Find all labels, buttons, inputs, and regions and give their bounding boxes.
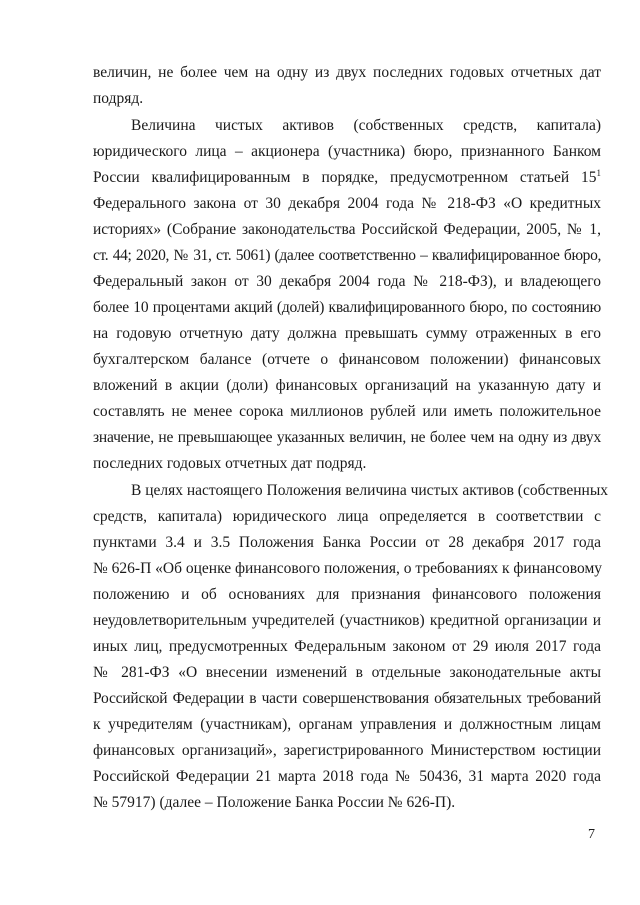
text-line: вложений в акции (доли) финансовых организаций на указанную дату и: [93, 377, 601, 394]
text-line: № 281-ФЗ «О внесении изменений в отдельные законодательные акты: [93, 664, 601, 681]
text-line: Российской Федерации в части совершенствования обязательных требований: [93, 690, 601, 707]
text-line: № 626-П «Об оценке финансового положения, о требованиях к финансовому: [93, 560, 603, 577]
article-superscript: 1: [596, 168, 601, 178]
text-line: № 57917) (далее – Положение Банка России № 626-П).: [93, 794, 456, 811]
text-line: подряд.: [93, 90, 144, 107]
text-line: финансовых организаций», зарегистрированного Министерством юстиции: [93, 742, 601, 759]
text-span: России квалифицированным в порядке, предусмотренном статьей 15: [93, 169, 597, 186]
text-line: ст. 44; 2020, № 31, ст. 5061) (далее соответственно – квалифицированное бюро,: [93, 247, 601, 264]
text-line: более 10 процентами акций (долей) квалифицированного бюро, по состоянию: [93, 299, 601, 316]
text-line: составлять не менее сорока миллионов рублей или иметь положительное: [93, 403, 601, 420]
text-line: Российской Федерации 21 марта 2018 года № 50436, 31 марта 2020 года: [93, 768, 601, 785]
text-line: средств, капитала) юридического лица определяется в соответствии с: [93, 508, 601, 525]
text-line: на годовую отчетную дату должна превышать сумму отраженных в его: [93, 325, 601, 342]
text-line: юридического лица – акционера (участника) бюро, признанного Банком: [93, 143, 601, 160]
text-line: Федерального закона от 30 декабря 2004 года № 218-ФЗ «О кредитных: [93, 195, 601, 212]
text-line: к учредителям (участникам), органам управления и должностным лицам: [93, 716, 601, 733]
page-number: 7: [588, 827, 595, 842]
text-line: бухгалтерском балансе (отчете о финансовом положении) финансовых: [93, 351, 601, 368]
text-line: положению и об основаниях для признания финансового положения: [93, 586, 601, 603]
text-line: историях» (Собрание законодательства Российской Федерации, 2005, № 1,: [93, 221, 601, 238]
text-line: значение, не превышающее указанных величин, не более чем на одну из двух: [93, 429, 601, 446]
text-line: неудовлетворительным учредителей (участников) кредитной организации и: [93, 612, 601, 629]
text-line: величин, не более чем на одну из двух последних годовых отчетных дат: [93, 64, 601, 81]
text-line: иных лиц, предусмотренных Федеральным законом от 29 июля 2017 года: [93, 638, 601, 655]
text-line: последних годовых отчетных дат подряд.: [93, 455, 367, 472]
text-line: [93, 165, 601, 191]
paragraph-first-line: Величина чистых активов (собственных средств, капитала): [131, 117, 601, 134]
text-line: пунктами 3.4 и 3.5 Положения Банка России от 28 декабря 2017 года: [93, 534, 601, 551]
paragraph-first-line: В целях настоящего Положения величина чистых активов (собственных: [131, 482, 608, 499]
text-line: Федеральный закон от 30 декабря 2004 года № 218-ФЗ), и владеющего: [93, 273, 601, 290]
